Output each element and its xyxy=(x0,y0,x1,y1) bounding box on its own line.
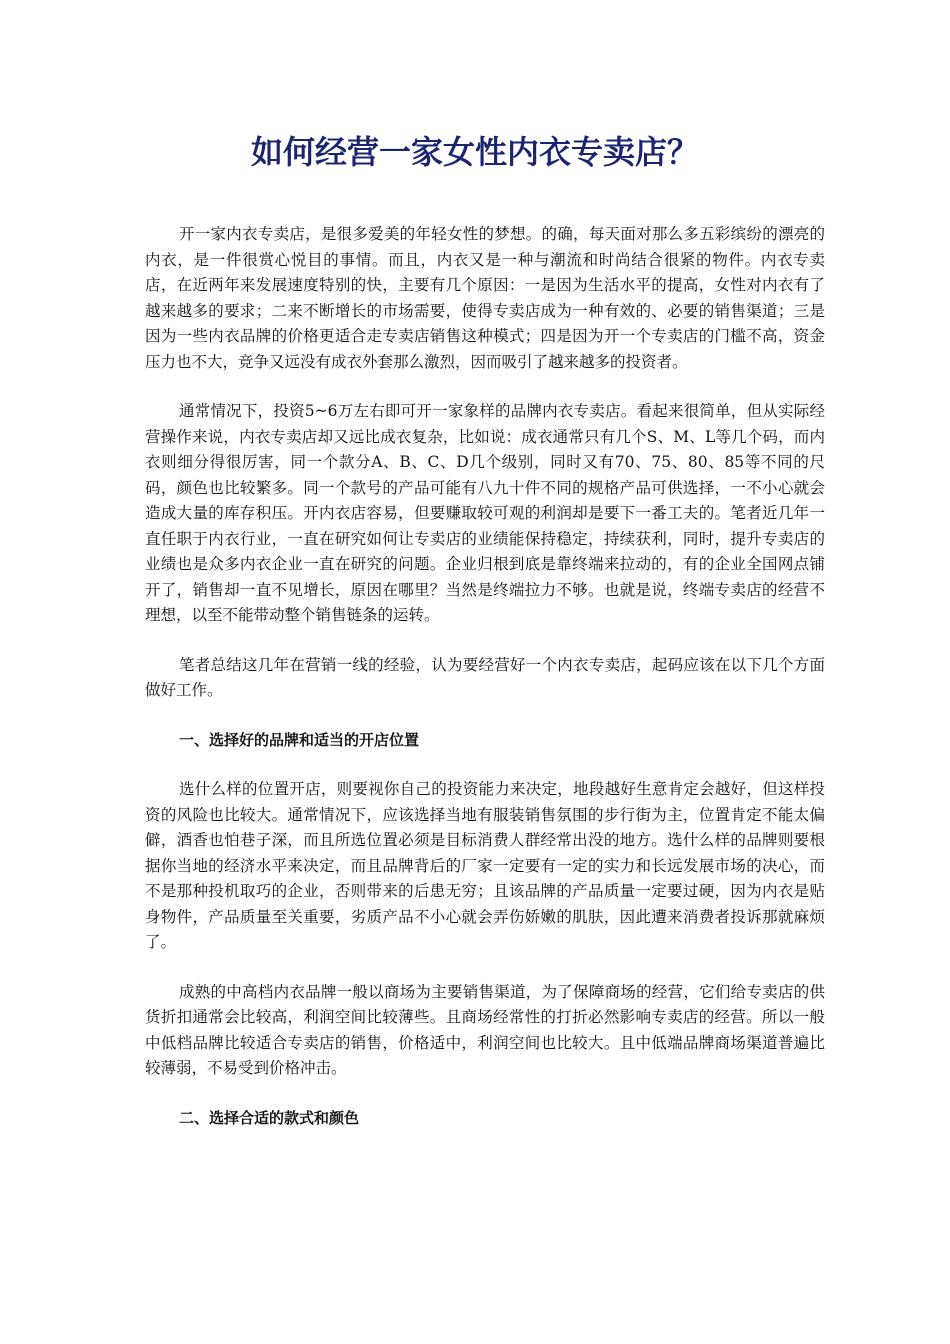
section-heading-1: 一、选择好的品牌和适当的开店位置 xyxy=(179,730,420,749)
paragraph-summary: 笔者总结这几年在营销一线的经验，认为要经营好一个内衣专卖店，起码应该在以下几个方面做好工作。 xyxy=(145,655,825,699)
paragraph-investment: 通常情况下，投资5~6万左右即可开一家象样的品牌内衣专卖店。看起来很简单，但从实际经营操作来说，内衣专卖店却又远比成衣复杂，比如说：成衣通常只有几个S、M、L等几个码，而内衣则细分得很厉害，同一个款分A、B、C、D几个级别，同时又有70、75、80、85等不同的尺码，颜色也比较繁多。同一个款号的产品可能有八九十件不同的规格产品可供选择，一不小心就会造成大量的库存积压。开内衣店容易，但要赚取较可观的利润却是要下一番工夫的。笔者近几年一直任职于内衣行业，一直在研究如何让专卖店的业绩能保持稳定，持续获利，同时，提升专卖店的业绩也是众多内衣企业一直在研究的问题。企业归根到底是靠终端来拉动的，有的企业全国网点铺开了，销售却一直不见增长，原因在哪里？当然是终端拉力不够。也就是说，终端专卖店的经营不理想，以至不能带动整个销售链条的运转。 xyxy=(145,402,825,624)
document-title: 如何经营一家女性内衣专卖店？ xyxy=(250,133,699,171)
paragraph-brand-channel: 成熟的中高档内衣品牌一般以商场为主要销售渠道，为了保障商场的经营，它们给专卖店的供货折扣通常会比较高，利润空间比较薄些。且商场经常性的打折必然影响专卖店的经营。所以一般中低档品牌比较适合专卖店的销售，价格适中，利润空间也比较大。且中低端品牌商场渠道普遍比较薄弱，不易受到价格冲击。 xyxy=(145,982,825,1077)
section-heading-2: 二、选择合适的款式和颜色 xyxy=(179,1108,360,1127)
paragraph-location: 选什么样的位置开店，则要视你自己的投资能力来决定，地段越好生意肯定会越好，但这样投资的风险也比较大。通常情况下，应该选择当地有服装销售氛围的步行街为主，位置肯定不能太偏僻，酒香也怕巷子深，而且所选位置必须是目标消费人群经常出没的地方。选什么样的品牌则要根据你当地的经济水平来决定，而且品牌背后的厂家一定要有一定的实力和长远发展市场的决心，而不是那种投机取巧的企业，否则带来的后患无穷；且该品牌的产品质量一定要过硬，因为内衣是贴身物件，产品质量至关重要，劣质产品不小心就会弄伤娇嫩的肌肤，因此遭来消费者投诉那就麻烦了。 xyxy=(145,780,825,951)
paragraph-intro: 开一家内衣专卖店，是很多爱美的年轻女性的梦想。的确，每天面对那么多五彩缤纷的漂亮的内衣，是一件很赏心悦目的事情。而且，内衣又是一种与潮流和时尚结合很紧的物件。内衣专卖店，在近两年来发展速度特别的快，主要有几个原因：一是因为生活水平的提高，女性对内衣有了越来越多的要求；二来不断增长的市场需要，使得专卖店成为一种有效的、必要的销售渠道；三是因为一些内衣品牌的价格更适合走专卖店销售这种模式；四是因为开一个专卖店的门槛不高，资金压力也不大，竞争又远没有成衣外套那么激烈，因而吸引了越来越多的投资者。 xyxy=(145,225,825,371)
document-body xyxy=(145,222,825,1155)
